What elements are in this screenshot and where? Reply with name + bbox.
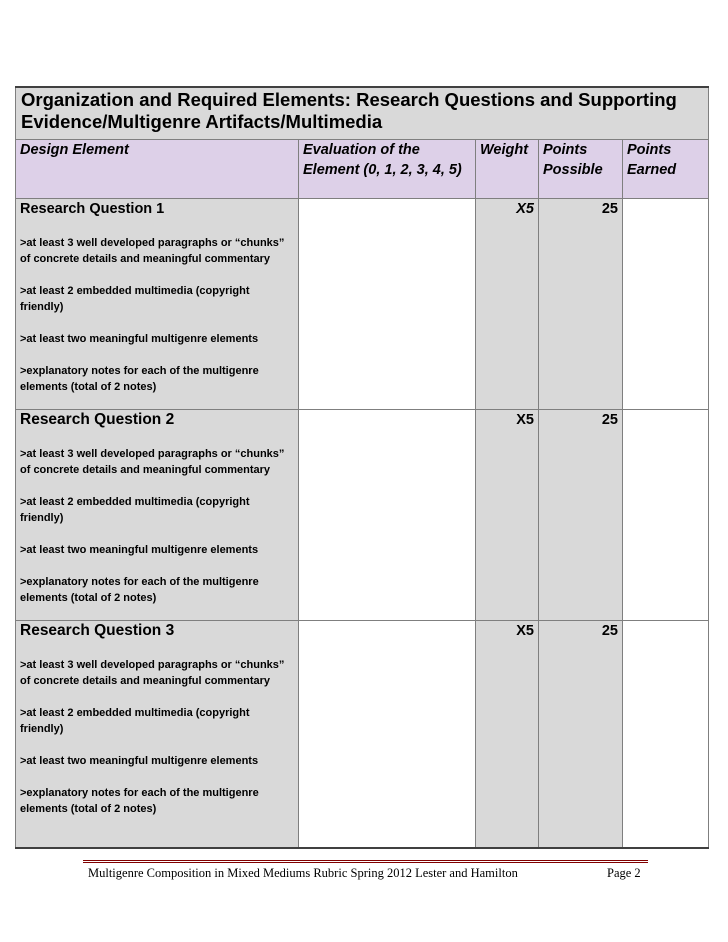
evaluation-cell[interactable]	[299, 621, 476, 849]
header-design-element: Design Element	[16, 140, 299, 199]
weight-cell: X5	[476, 199, 539, 410]
row-title: Research Question 1	[20, 201, 165, 217]
design-element-cell	[16, 410, 299, 621]
criterion: >at least 2 embedded multimedia (copyright friendly)	[20, 707, 250, 735]
criterion: >at least two meaningful multigenre elements	[20, 544, 259, 556]
footer-rule	[83, 862, 648, 863]
header-row	[16, 140, 709, 199]
points-earned-cell[interactable]	[623, 410, 709, 621]
criterion: >explanatory notes for each of the multigenre elements (total of 2 notes)	[20, 365, 259, 393]
table-row	[16, 621, 709, 849]
section-title: Organization and Required Elements: Research Questions and Supporting Evidence/Multigenre Artifacts/Multimedia	[16, 87, 709, 140]
points-earned-cell[interactable]	[623, 199, 709, 410]
weight-cell: X5	[476, 410, 539, 621]
row-title: Research Question 2	[20, 411, 175, 428]
table-row	[16, 410, 709, 621]
design-element-cell	[16, 199, 299, 410]
design-element-cell	[16, 621, 299, 849]
row-title: Research Question 3	[20, 622, 175, 639]
table-row	[16, 199, 709, 410]
criterion: >at least two meaningful multigenre elements	[20, 755, 259, 767]
evaluation-cell[interactable]	[299, 199, 476, 410]
criterion: >at least 2 embedded multimedia (copyright friendly)	[20, 496, 250, 524]
footer-rule	[83, 860, 648, 861]
header-points-earned: Points Earned	[623, 140, 709, 199]
criterion: >explanatory notes for each of the multigenre elements (total of 2 notes)	[20, 787, 259, 815]
header-weight: Weight	[476, 140, 539, 199]
header-points-possible: Points Possible	[539, 140, 623, 199]
criterion: >at least 3 well developed paragraphs or “chunks” of concrete details and meaningful commentary	[20, 448, 285, 476]
weight-cell: X5	[476, 621, 539, 849]
criterion: >at least 3 well developed paragraphs or “chunks” of concrete details and meaningful commentary	[20, 659, 285, 687]
points-possible-cell: 25	[539, 410, 623, 621]
points-earned-cell[interactable]	[623, 621, 709, 849]
rubric-table	[15, 86, 709, 849]
points-possible-cell: 25	[539, 199, 623, 410]
evaluation-cell[interactable]	[299, 410, 476, 621]
footer-text: Multigenre Composition in Mixed Mediums Rubric Spring 2012 Lester and Hamilton	[88, 866, 518, 880]
header-evaluation: Evaluation of the Element (0, 1, 2, 3, 4, 5)	[299, 140, 476, 199]
criterion: >explanatory notes for each of the multigenre elements (total of 2 notes)	[20, 576, 259, 604]
criterion: >at least 2 embedded multimedia (copyright friendly)	[20, 285, 250, 313]
criterion: >at least 3 well developed paragraphs or “chunks” of concrete details and meaningful commentary	[20, 237, 285, 265]
points-possible-cell: 25	[539, 621, 623, 849]
criterion: >at least two meaningful multigenre elements	[20, 333, 259, 345]
page-number: Page 2	[607, 866, 641, 880]
